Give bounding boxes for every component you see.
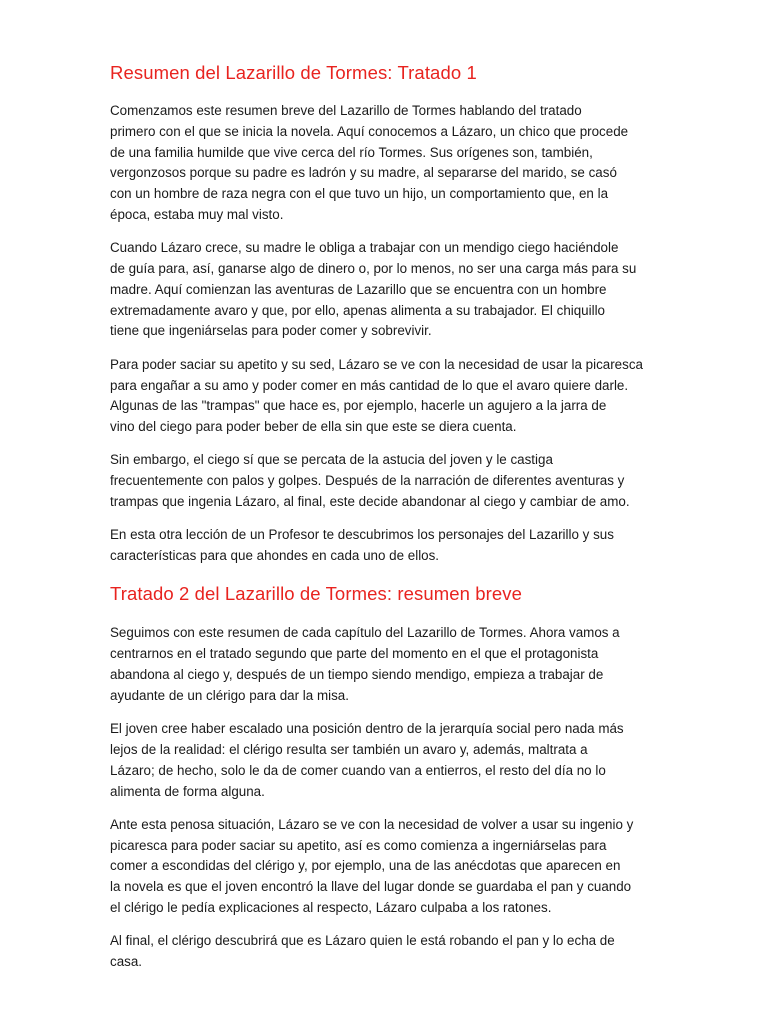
section1-paragraph-1 [110,101,662,226]
text-line: el clérigo le pedía explicaciones al respecto, Lázaro culpaba a los ratones. [110,900,552,915]
text-line: vergonzosos porque su padre es ladrón y su madre, al separarse del marido, se casó [110,165,617,181]
text-line: centrarnos en el tratado segundo que parte del momento en el que el protagonista [110,646,599,662]
section1-paragraph-2 [110,238,662,342]
section2-body [110,623,662,972]
text-line: frecuentemente con palos y golpes. Después de la narración de diferentes aventuras y [110,473,625,489]
section1-body [110,101,662,567]
text-line: época, estaba muy mal visto. [110,206,284,222]
text-line: con un hombre de raza negra con el que tuvo un hijo, un comportamiento que, en la [110,186,609,202]
text-line: Ante esta penosa situación, Lázaro se ve con la necesidad de volver a usar su ingenio y [110,816,634,832]
text-line: primero con el que se inicia la novela. Aquí conocemos a Lázaro, un chico que procede [110,123,629,139]
text-line: la novela es que el joven encontró la llave del lugar donde se guardaba el pan y cuando [110,879,632,895]
text-line: madre. Aquí comienzan las aventuras de Lazarillo que se encuentra con un hombre [110,281,607,297]
text-line: abandona al ciego y, después de un tiempo siendo mendigo, empieza a trabajar de [110,667,604,683]
text-line: tiene que ingeniárselas para poder comer y sobrevivir. [110,323,432,339]
section2-heading: Tratado 2 del Lazarillo de Tormes: resumen breve [110,583,523,605]
section1-heading: Resumen del Lazarillo de Tormes: Tratado 1 [110,62,477,83]
text-line: picaresca para poder saciar su apetito, así es como comienza a ingerniárselas para [110,837,607,853]
text-line: En esta otra lección de un Profesor te descubrimos los personajes del Lazarillo y sus [110,527,614,543]
text-line: Algunas de las "trampas" que hace es, por ejemplo, hacerle un agujero a la jarra de [110,398,607,414]
text-line: para engañar a su amo y poder comer en más cantidad de lo que el avaro quiere darle. [110,377,629,393]
text-line: Comenzamos este resumen breve del Lazarillo de Tormes hablando del tratado [110,103,582,118]
text-line: comer a escondidas del clérigo y, por ejemplo, una de las anécdotas que aparecen en [110,858,621,874]
text-line: de una familia humilde que vive cerca del río Tormes. Sus orígenes son, también, [110,144,593,160]
text-line: de guía para, así, ganarse algo de dinero o, por lo menos, no ser una carga más para su [110,261,637,277]
text-line: casa. [110,954,143,970]
text-line: ayudante de un clérigo para dar la misa. [110,687,349,703]
section2-paragraph-1 [110,623,662,706]
text-line: trampas que ingenia Lázaro, al final, este decide abandonar al ciego y cambiar de amo. [110,494,630,510]
text-line: lejos de la realidad: el clérigo resulta ser también un avaro y, además, maltrata a [110,741,588,757]
text-line: Sin embargo, el ciego sí que se percata de la astucia del joven y le castiga [110,452,553,468]
text-line: alimenta de forma alguna. [110,783,265,799]
document-page [110,58,662,985]
text-line: vino del ciego para poder beber de ella sin que este se diera cuenta. [110,419,517,435]
section2-paragraph-3 [110,815,662,919]
text-line: El joven cree haber escalado una posición dentro de la jerarquía social pero nada más [110,721,624,737]
text-line: extremadamente avaro y que, por ello, apenas alimenta a su trabajador. El chiquillo [110,302,606,318]
text-line: Para poder saciar su apetito y su sed, Lázaro se ve con la necesidad de usar la picaresca [110,356,643,372]
text-line: Al final, el clérigo descubrirá que es Lázaro quien le está robando el pan y lo echa de [110,933,615,949]
section1-paragraph-3 [110,355,662,438]
section1-paragraph-5 [110,525,662,567]
section2-paragraph-4 [110,931,662,973]
text-line: Lázaro; de hecho, solo le da de comer cuando van a entierros, el resto del día no lo [110,762,606,778]
section1-paragraph-4 [110,450,662,512]
text-line: características para que ahondes en cada uno de ellos. [110,548,440,564]
section2-paragraph-2 [110,719,662,802]
text-line: Cuando Lázaro crece, su madre le obliga a trabajar con un mendigo ciego haciéndole [110,240,619,256]
text-line: Seguimos con este resumen de cada capítulo del Lazarillo de Tormes. Ahora vamos a [110,625,620,641]
